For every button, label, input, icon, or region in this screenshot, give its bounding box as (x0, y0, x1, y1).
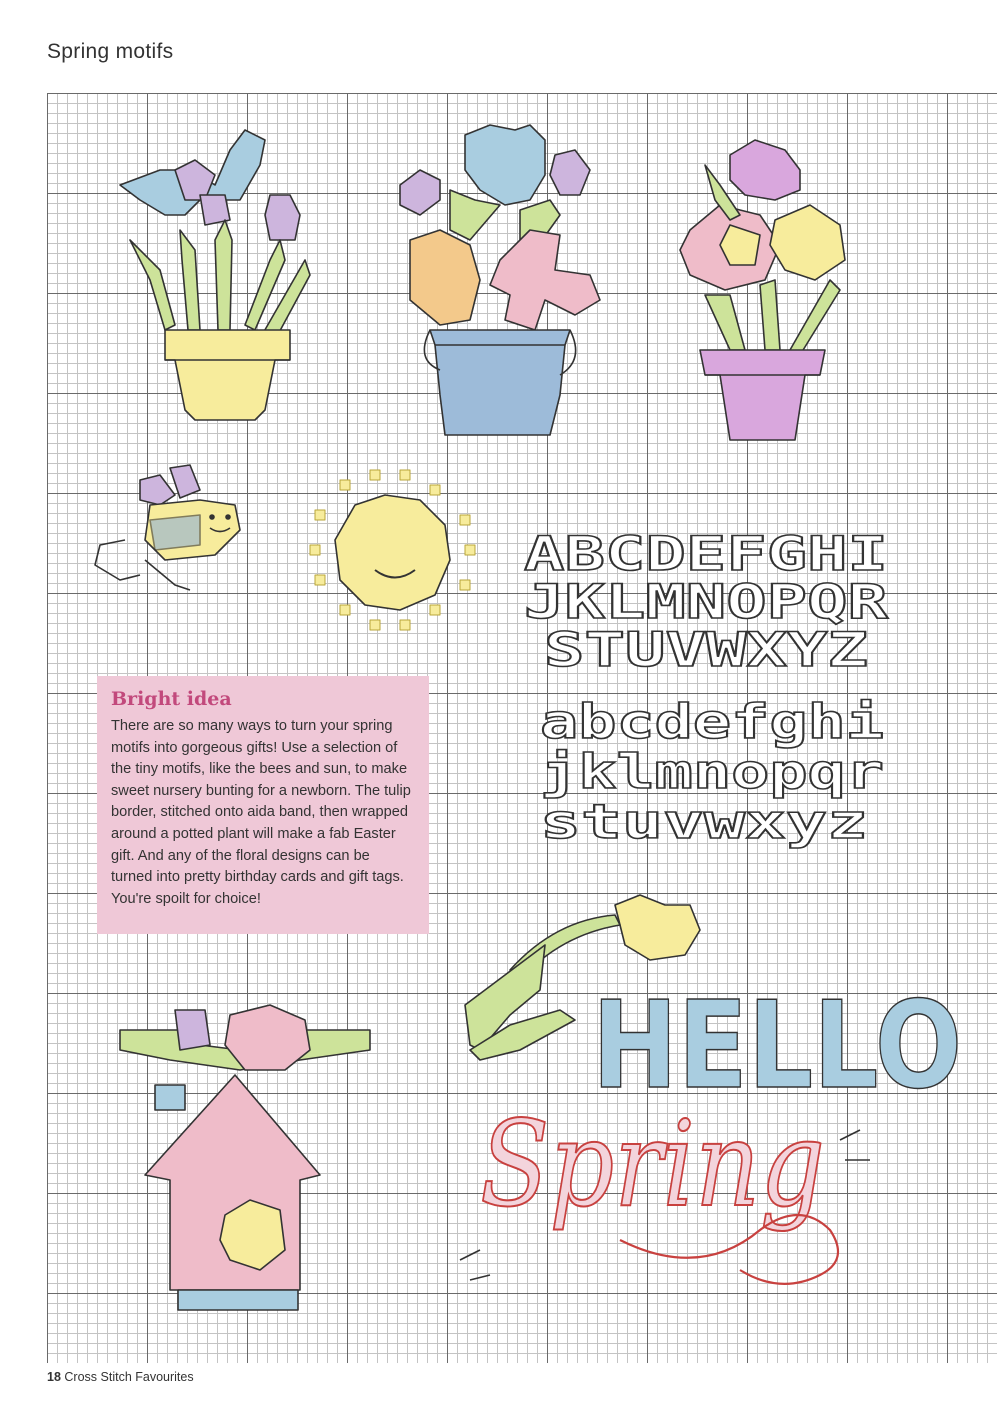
uppercase-row-1: ABCDEFGHI (524, 527, 888, 582)
birdhouse-motif (120, 1005, 370, 1310)
lowercase-row-2: jklmnopqr (540, 745, 884, 800)
lowercase-row-1: abcdefghi (540, 695, 884, 750)
uppercase-alphabet (524, 527, 889, 678)
tip-title: Bright idea (111, 688, 232, 710)
flower-pail-motif (400, 125, 600, 435)
page-footer (47, 1370, 194, 1384)
tip-text: There are so many ways to turn your spring motifs into gorgeous gifts! Use a selection of the tiny motifs, like the bees and sun, to make sweet nursery bunting for a newborn. The tulip border, stitched onto aida band, then wrapped around a potted plant will make a fab Easter gift. And any of the floral designs can be turned into pretty birthday cards and gift tags. You're spoilt for choice! (111, 718, 411, 907)
magazine-name: Cross Stitch Favourites (64, 1370, 194, 1384)
lowercase-row-3: stuvwxyz (540, 795, 868, 850)
crocus-pot-motif (120, 130, 310, 420)
hello-word: HELLO (592, 977, 962, 1116)
lowercase-alphabet (540, 695, 884, 850)
page-title: Spring motifs (47, 40, 174, 63)
daisy-pot-motif (680, 140, 845, 440)
bright-idea-box (97, 676, 429, 934)
uppercase-row-3: STUVWXYZ (544, 623, 868, 678)
sun-motif (310, 470, 475, 630)
spring-word: Spring (480, 1095, 825, 1233)
uppercase-row-2: JKLMNOPQR (524, 575, 889, 630)
page-number: 18 (47, 1370, 61, 1384)
bee-motif (95, 465, 240, 590)
